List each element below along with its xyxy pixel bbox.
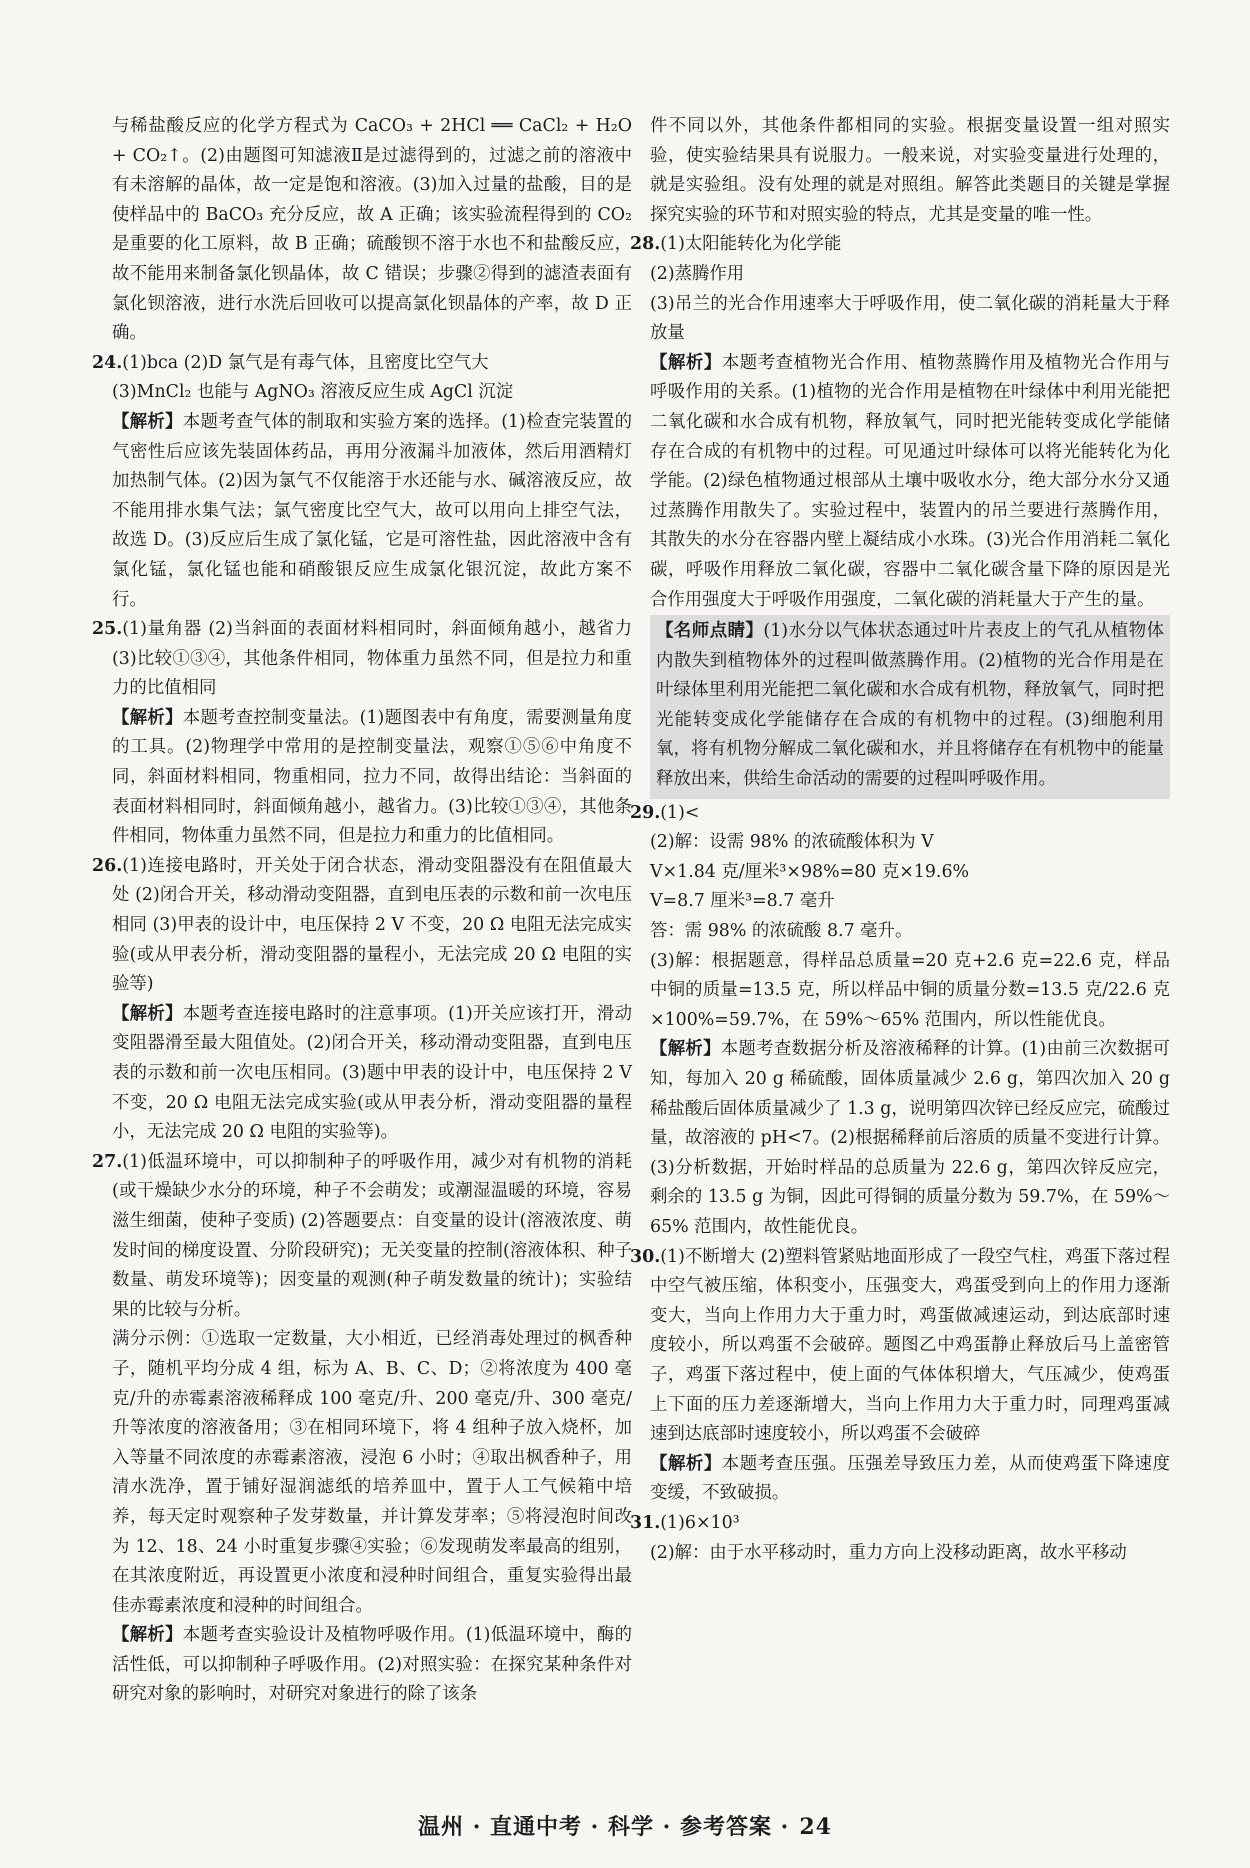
footer-text: 温州 · 直通中考 · 科学 · 参考答案 · — [418, 1814, 790, 1840]
teacher-tip-text: (1)水分以气体状态通过叶片表皮上的气孔从植物体内散失到植物体外的过程叫做蒸腾作用。(2)植物的光合作用是在叶绿体里利用光能把二氧化碳和水合成有机物，释放氧气，同时把光能转变成化学能储存在合成的有机物中的过程。(3)细胞利用氧，将有机物分解成二氧化碳和水，并且将储存在有机物中的能量释放出来，供给生命活动的需要的过程叫呼吸作用。 — [656, 621, 1164, 790]
answer: (1)6×10³ — [660, 1512, 740, 1533]
analysis-text: 本题考查实验设计及植物呼吸作用。(1)低温环境中，酶的活性低，可以抑制种子呼吸作用。(2)对照实验：在探究某种条件对研究对象的影响时，对研究对象进行的除了该条 — [112, 1625, 632, 1705]
analysis — [112, 408, 632, 615]
question-number: 27. — [92, 1151, 123, 1172]
analysis-label: 【解析】 — [650, 352, 722, 373]
question-number: 29. — [630, 802, 661, 823]
analysis — [650, 1450, 1170, 1509]
question-number: 30. — [630, 1246, 661, 1267]
question-number: 25. — [92, 619, 123, 640]
analysis-text: 本题考查压强。压强差导致压力差，从而使鸡蛋下降速度变缓，不致破损。 — [650, 1453, 1170, 1504]
analysis-text: 本题考查气体的制取和实验方案的选择。(1)检查完装置的气密性后应该先装固体药品，再用分液漏斗加液体，然后用酒精灯加热制气体。(2)因为氯气不仅能溶于水还能与水、碱溶液反应，故不能用排水集气法；氯气密度比空气大，故可以用向上排空气法，故选 D。(3)反应后生成了氯化锰，它是可溶性盐，因此溶液中含有氯化锰，氯化锰也能和硝酸银反应生成氯化银沉淀，故此方案不行。 — [112, 411, 632, 610]
answer-part: (3)吊兰的光合作用速率大于呼吸作用，使二氧化碳的消耗量大于释放量 — [650, 293, 1170, 344]
q23-continuation: 与稀盐酸反应的化学方程式为 CaCO₃ + 2HCl ══ CaCl₂ + H₂O + CO₂↑。(2)由题图可知滤液Ⅱ是过滤得到的，过滤之前的溶液中有未溶解的晶体，故一定是饱和溶液。(3)加入过量的盐酸，目的是使样品中的 BaCO₃ 充分反应，故 A 正确；该实验流程得到的 CO₂ 是重要的化工原料，故 B 正确；硫酸钡不溶于水也不和盐酸反应，故不能用来制备氯化钡晶体，故 C 错误；步骤②得到的滤渣表面有氯化钡溶液，进行水洗后回收可以提高氯化钡晶体的产率，故 D 正确。 — [112, 116, 632, 344]
analysis — [112, 1621, 632, 1710]
answer: (1)量角器 (2)当斜面的表面材料相同时，斜面倾角越小，越省力 (3)比较①③④，其他条件相同，物体重力虽然不同，但是拉力和重力的比值相同 — [112, 619, 632, 699]
analysis-label: 【解析】 — [112, 411, 183, 432]
question-31 — [630, 1509, 1170, 1568]
answer: (1)< — [660, 802, 700, 823]
teacher-tip-label: 【名师点睛】 — [656, 621, 764, 642]
question-24 — [92, 349, 632, 615]
question-28 — [630, 230, 1170, 798]
right-column — [630, 112, 1170, 1568]
analysis-text: 本题考查植物光合作用、植物蒸腾作用及植物光合作用与呼吸作用的关系。(1)植物的光合作用是植物在叶绿体中利用光能把二氧化碳和水合成有机物，释放氧气，同时把光能转变成化学能储存在合成的有机物中的过程。可见通过叶绿体可以将光能转化为化学能。(2)绿色植物通过根部从土壤中吸收水分，绝大部分水分又通过蒸腾作用散失了。实验过程中，装置内的吊兰要进行蒸腾作用，其散失的水分在容器内壁上凝结成小水珠。(3)光合作用消耗二氧化碳，呼吸作用释放二氧化碳，容器中二氧化碳含量下降的原因是光合作用强度大于呼吸作用强度，二氧化碳的消耗量大于产生的量。 — [650, 352, 1170, 610]
page-footer — [0, 1810, 1250, 1841]
analysis — [650, 349, 1170, 615]
question-27 — [92, 1148, 632, 1710]
answer-part: (3)解：根据题意，得样品总质量=20 克+2.6 克=22.6 克，样品中铜的质量=13.5 克，所以样品中铜的质量分数=13.5 克/22.6 克×100%=59.7%，在 59%～65% 范围内，所以性能优良。 — [650, 950, 1170, 1030]
question-number: 24. — [92, 352, 123, 373]
calc-line: V=8.7 厘米³=8.7 毫升 — [650, 891, 835, 912]
analysis-label: 【解析】 — [650, 1039, 721, 1060]
analysis-label: 【解析】 — [112, 1003, 183, 1024]
answer-part: (2)蒸腾作用 — [650, 263, 745, 284]
question-number: 28. — [630, 234, 661, 255]
question-26 — [92, 852, 632, 1148]
analysis-label: 【解析】 — [112, 1625, 183, 1646]
answer: (1)bca (2)D 氯气是有毒气体，且密度比空气大 — [122, 352, 489, 373]
page-number: 24 — [799, 1814, 832, 1840]
answer: (1)连接电路时，开关处于闭合状态，滑动变阻器没有在阻值最大处 (2)闭合开关，移动滑动变阻器，直到电压表的示数和前一次电压相同 (3)甲表的设计中，电压保持 2 V 不变，20 Ω 电阻无法完成实验(或从甲表分析，滑动变阻器的量程小，无法完成 20 Ω 电阻的实验等) — [112, 855, 632, 995]
calc-line: 答：需 98% 的浓硫酸 8.7 毫升。 — [650, 921, 913, 942]
question-30 — [630, 1243, 1170, 1509]
left-column — [92, 112, 632, 1710]
question-25 — [92, 615, 632, 852]
answer: (1)太阳能转化为化学能 — [660, 234, 842, 255]
teacher-tip-box — [650, 615, 1170, 799]
analysis-label: 【解析】 — [112, 707, 183, 728]
answer-part: (2)解：设需 98% 的浓硫酸体积为 V — [650, 832, 934, 853]
q27-continuation: 件不同以外，其他条件都相同的实验。根据变量设置一组对照实验，使实验结果具有说服力。一般来说，对实验变量进行处理的，就是实验组。没有处理的就是对照组。解答此类题目的关键是掌握探究实验的环节和对照实验的特点，尤其是变量的唯一性。 — [650, 116, 1170, 225]
analysis-text: 本题考查连接电路时的注意事项。(1)开关应该打开，滑动变阻器滑至最大阻值处。(2)闭合开关，移动滑动变阻器，直到电压表的示数和前一次电压相同。(3)题中甲表的设计中，电压保持 2 V 不变，20 Ω 电阻无法完成实验(或从甲表分析，滑动变阻器的量程小，无法完成 20 Ω 电阻的实验等)。 — [112, 1003, 632, 1143]
analysis-text: 本题考查控制变量法。(1)题图表中有角度，需要测量角度的工具。(2)物理学中常用的是控制变量法，观察①⑤⑥中角度不同，斜面材料相同，物重相同，拉力不同，故得出结论：当斜面的表面材料相同时，斜面倾角越小，越省力。(3)比较①③④，其他条件相同，物体重力虽然不同，但是拉力和重力的比值相同。 — [112, 707, 632, 847]
analysis — [112, 704, 632, 852]
answer-part: (3)MnCl₂ 也能与 AgNO₃ 溶液反应生成 AgCl 沉淀 — [112, 382, 514, 403]
analysis — [650, 1035, 1170, 1242]
question-29 — [630, 799, 1170, 1243]
analysis — [112, 1000, 632, 1148]
question-number: 26. — [92, 855, 123, 876]
answer: (1)不断增大 (2)塑料管紧贴地面形成了一段空气柱，鸡蛋下落过程中空气被压缩，体积变小，压强变大，鸡蛋受到向上的作用力逐渐变大，当向上作用力大于重力时，鸡蛋做减速运动，到达底部时速度较小，所以鸡蛋不会破碎。题图乙中鸡蛋静止释放后马上盖密管子，鸡蛋下落过程中，使上面的气体体积增大，气压减少，使鸡蛋上下面的压力差逐渐增大，当向上作用力大于重力时，同理鸡蛋减速到达底部时速度较小，所以鸡蛋不会破碎 — [650, 1246, 1170, 1445]
full-score-example: 满分示例：①选取一定数量，大小相近，已经消毒处理过的枫香种子，随机平均分成 4 组，标为 A、B、C、D；②将浓度为 400 毫克/升的赤霉素溶液稀释成 100 毫克/升、200 毫克/升、300 毫克/升等浓度的溶液备用；③在相同环境下，将 4 组种子放入烧杯，加入等量不同浓度的赤霉素溶液，浸泡 6 小时；④取出枫香种子，用清水洗净，置于铺好湿润滤纸的培养皿中，置于人工气候箱中培养，每天定时观察种子发芽数量，并计算发芽率；⑤将浸泡时间改为 12、18、24 小时重复步骤④实验；⑥发现萌发率最高的组别，在其浓度附近，再设置更小浓度和浸种时间组合，重复实验得出最佳赤霉素浓度和浸种的时间组合。 — [112, 1329, 632, 1616]
answer: (1)低温环境中，可以抑制种子的呼吸作用，减少对有机物的消耗(或干燥缺少水分的环境，种子不会萌发；或潮湿温暖的环境，容易滋生细菌，使种子变质) (2)答题要点：自变量的设计(溶液浓度、萌发时间的梯度设置、分阶段研究)；无关变量的控制(溶液体积、种子数量、萌发环境等)；因变量的观测(种子萌发数量的统计)；实验结果的比较与分析。 — [112, 1151, 632, 1320]
question-number: 31. — [630, 1512, 661, 1533]
analysis-text: 本题考查数据分析及溶液稀释的计算。(1)由前三次数据可知，每加入 20 g 稀硫酸，固体质量减少 2.6 g，第四次加入 20 g 稀盐酸后固体质量减少了 1.3 g，说明第四次锌已经反应完，硫酸过量，故溶液的 pH<7。(2)根据稀释前后溶质的质量不变进行计算。(3)分析数据，开始时样品的总质量为 22.6 g，第四次锌反应完，剩余的 13.5 g 为铜，因此可得铜的质量分数为 59.7%，在 59%～65% 范围内，故性能优良。 — [650, 1039, 1170, 1237]
analysis-label: 【解析】 — [650, 1453, 722, 1474]
calc-line: V×1.84 克/厘米³×98%=80 克×19.6% — [650, 861, 970, 882]
answer-part: (2)解：由于水平移动时，重力方向上没移动距离，故水平移动 — [650, 1542, 1127, 1563]
